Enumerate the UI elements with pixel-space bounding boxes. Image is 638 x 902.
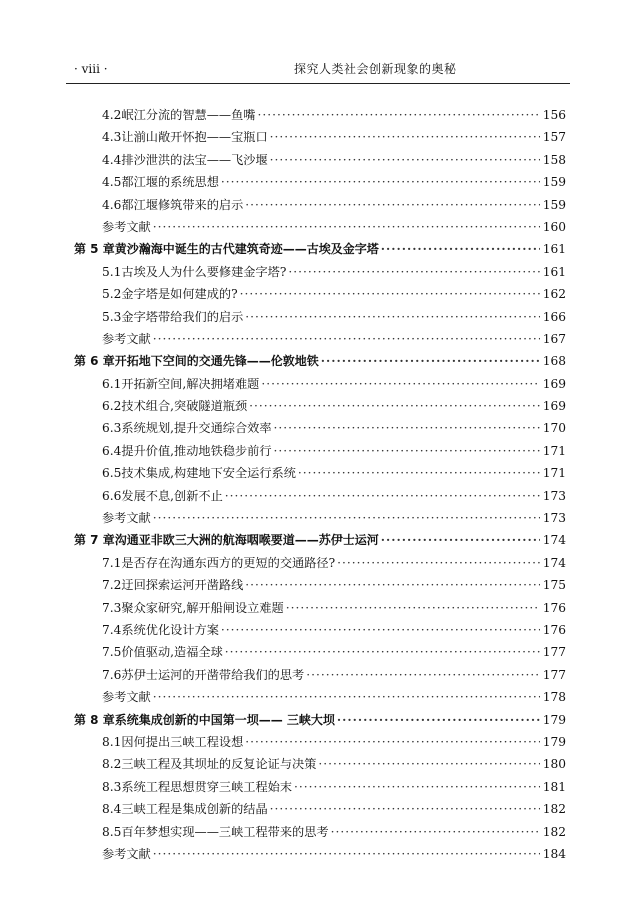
- toc-entry-number: 8.2: [102, 757, 122, 772]
- toc-entry-title: 系统工程思想贯穿三峡工程始末: [121, 779, 293, 794]
- toc-entry-number: 第 6 章: [74, 354, 115, 369]
- toc-page-number: 160: [542, 219, 566, 234]
- toc-references-row[interactable]: [0, 216, 638, 238]
- toc-section-row[interactable]: [0, 283, 638, 305]
- toc-page-number: 170: [542, 421, 566, 436]
- dot-leader: [381, 529, 540, 551]
- toc-page-number: 162: [542, 287, 566, 302]
- toc-chapter-row[interactable]: [0, 350, 638, 372]
- toc-entry-number: 4.3: [102, 130, 122, 145]
- toc-entry-title: 提升价值,推动地铁稳步前行: [121, 443, 272, 458]
- dot-leader: [288, 261, 540, 283]
- toc-entry-title: 参考文献: [102, 846, 151, 861]
- dot-leader: [270, 798, 540, 820]
- page-header: [66, 60, 570, 78]
- toc-section-row[interactable]: [0, 619, 638, 641]
- toc-page-number: 174: [542, 555, 566, 570]
- toc-entry-title: 参考文献: [102, 331, 151, 346]
- toc-entry-title: 苏伊士运河的开凿带给我们的思考: [121, 667, 305, 682]
- dot-leader: [240, 283, 540, 305]
- toc-entry-title: 三峡工程及其坝址的反复论证与决策: [121, 757, 317, 772]
- toc-references-row[interactable]: [0, 328, 638, 350]
- toc-page-number: 180: [542, 757, 566, 772]
- dot-leader: [225, 485, 540, 507]
- dot-leader: [294, 776, 540, 798]
- dot-leader: [274, 440, 540, 462]
- toc-entry-number: 7.4: [102, 622, 122, 637]
- toc-section-row[interactable]: [0, 149, 638, 171]
- toc-chapter-row[interactable]: [0, 529, 638, 551]
- toc-page-number: 176: [542, 600, 566, 615]
- toc-chapter-row[interactable]: [0, 238, 638, 260]
- toc-page-number: 174: [542, 533, 566, 548]
- toc-entry-number: 7.1: [102, 555, 122, 570]
- toc-entry-number: 5.2: [102, 287, 122, 302]
- dot-leader: [381, 238, 540, 260]
- toc-entry-title: 迂回探索运河开凿路线: [121, 578, 244, 593]
- toc-entry-number: 7.5: [102, 645, 122, 660]
- toc-page-number: 179: [542, 734, 566, 749]
- toc-page-number: 169: [542, 376, 566, 391]
- dot-leader: [221, 619, 540, 641]
- dot-leader: [245, 306, 540, 328]
- toc-section-row[interactable]: [0, 126, 638, 148]
- dot-leader: [153, 328, 540, 350]
- toc-entry-title: 因何提出三峡工程设想: [121, 734, 244, 749]
- toc-section-row[interactable]: [0, 552, 638, 574]
- toc-page-number: 171: [542, 466, 566, 481]
- dot-leader: [245, 731, 540, 753]
- toc-page-number: 173: [542, 488, 566, 503]
- toc-entry-title: 排沙泄洪的法宝——飞沙堰: [121, 152, 268, 167]
- toc-entry-number: 7.6: [102, 667, 122, 682]
- dot-leader: [249, 395, 540, 417]
- toc-entry-number: 6.6: [102, 488, 122, 503]
- dot-leader: [153, 686, 540, 708]
- toc-entry-number: 6.2: [102, 399, 122, 414]
- dot-leader: [286, 597, 540, 619]
- toc-page-number: 175: [542, 578, 566, 593]
- toc-section-row[interactable]: [0, 597, 638, 619]
- toc-section-row[interactable]: [0, 641, 638, 663]
- dot-leader: [261, 373, 540, 395]
- toc-entry-title: 价值驱动,造福全球: [121, 645, 223, 660]
- toc-entry-title: 岷江分流的智慧——鱼嘴: [121, 108, 256, 122]
- toc-page-number: 161: [542, 242, 566, 257]
- dot-leader: [274, 417, 540, 439]
- toc-entry-title: 参考文献: [102, 219, 151, 234]
- dot-leader: [153, 507, 540, 529]
- running-title: 探究人类社会创新现象的奥秘: [294, 62, 457, 76]
- toc-page-number: 161: [542, 264, 566, 279]
- toc-entry-number: 第 7 章: [74, 533, 115, 548]
- dot-leader: [337, 709, 540, 731]
- toc-page-number: 157: [542, 130, 566, 145]
- toc-entry-title: 古埃及人为什么要修建金字塔?: [121, 264, 287, 279]
- toc-page-number: 179: [542, 712, 566, 727]
- toc-entry-title: 开拓新空间,解决拥堵难题: [121, 376, 260, 391]
- table-of-contents: [0, 104, 638, 865]
- dot-leader: [331, 821, 540, 843]
- toc-entry-number: 5.1: [102, 264, 122, 279]
- toc-entry-title: 开拓地下空间的交通先锋——伦敦地铁: [114, 354, 319, 369]
- toc-section-row[interactable]: [0, 194, 638, 216]
- toc-page-number: 173: [542, 511, 566, 526]
- dot-leader: [221, 171, 540, 193]
- toc-entry-title: 金字塔带给我们的启示: [121, 309, 244, 324]
- toc-page-number: 168: [542, 354, 566, 369]
- dot-leader: [270, 126, 540, 148]
- toc-page-number: 166: [542, 309, 566, 324]
- toc-section-row[interactable]: [0, 753, 638, 775]
- toc-page-number: 181: [542, 779, 566, 794]
- toc-entry-number: 第 8 章: [74, 712, 115, 727]
- toc-entry-number: 6.4: [102, 443, 122, 458]
- toc-entry-title: 发展不息,创新不止: [121, 488, 223, 503]
- toc-entry-number: 8.5: [102, 824, 122, 839]
- toc-entry-title: 系统集成创新的中国第一坝—— 三峡大坝: [114, 712, 335, 727]
- toc-entry-title: 参考文献: [102, 511, 151, 526]
- toc-chapter-row[interactable]: [0, 709, 638, 731]
- toc-section-row[interactable]: [0, 485, 638, 507]
- toc-section-row[interactable]: [0, 171, 638, 193]
- page-number: · viii ·: [74, 62, 108, 76]
- toc-entry-number: 4.5: [102, 175, 122, 190]
- toc-entry-title: 聚众家研究,解开船闸设立难题: [121, 600, 284, 615]
- dot-leader: [318, 753, 540, 775]
- toc-page-number: 177: [542, 645, 566, 660]
- toc-page-number: 167: [542, 331, 566, 346]
- toc-entry-number: 4.2: [102, 108, 122, 122]
- toc-entry-title: 金字塔是如何建成的?: [121, 287, 238, 302]
- toc-entry-title: 都江堰的系统思想: [121, 175, 219, 190]
- toc-references-row[interactable]: [0, 686, 638, 708]
- toc-entry-title: 技术组合,突破隧道瓶颈: [121, 399, 248, 414]
- toc-page-number: 171: [542, 443, 566, 458]
- toc-page-number: 178: [542, 690, 566, 705]
- dot-leader: [257, 104, 540, 126]
- dot-leader: [245, 194, 540, 216]
- toc-references-row[interactable]: [0, 843, 638, 865]
- dot-leader: [306, 664, 540, 686]
- toc-section-row[interactable]: [0, 261, 638, 283]
- toc-entry-number: 4.4: [102, 152, 122, 167]
- toc-page-number: 184: [542, 846, 566, 861]
- dot-leader: [270, 149, 540, 171]
- toc-entry-title: 系统优化设计方案: [121, 622, 219, 637]
- toc-section-row[interactable]: [0, 104, 638, 126]
- toc-section-row[interactable]: [0, 821, 638, 843]
- toc-page-number: 156: [542, 108, 566, 122]
- toc-entry-number: 7.3: [102, 600, 122, 615]
- toc-page-number: 176: [542, 622, 566, 637]
- toc-entry-number: 第 5 章: [74, 242, 115, 257]
- toc-entry-number: 5.3: [102, 309, 122, 324]
- dot-leader: [245, 574, 540, 596]
- dot-leader: [225, 641, 540, 663]
- toc-references-row[interactable]: [0, 507, 638, 529]
- toc-section-row[interactable]: [0, 440, 638, 462]
- dot-leader: [321, 350, 540, 372]
- toc-section-row[interactable]: [0, 731, 638, 753]
- toc-section-row[interactable]: [0, 395, 638, 417]
- toc-entry-number: 6.1: [102, 376, 122, 391]
- toc-entry-number: 8.3: [102, 779, 122, 794]
- toc-entry-number: 6.5: [102, 466, 122, 481]
- header-rule: [66, 83, 570, 84]
- toc-entry-title: 参考文献: [102, 690, 151, 705]
- dot-leader: [153, 216, 540, 238]
- toc-page-number: 182: [542, 824, 566, 839]
- toc-section-row[interactable]: [0, 462, 638, 484]
- toc-entry-number: 6.3: [102, 421, 122, 436]
- toc-section-row[interactable]: [0, 776, 638, 798]
- dot-leader: [298, 462, 540, 484]
- toc-page-number: 177: [542, 667, 566, 682]
- toc-entry-title: 让湔山敞开怀抱——宝瓶口: [121, 130, 268, 145]
- toc-entry-title: 三峡工程是集成创新的结晶: [121, 802, 268, 817]
- toc-page-number: 158: [542, 152, 566, 167]
- toc-page-number: 159: [542, 197, 566, 212]
- toc-entry-title: 百年梦想实现——三峡工程带来的思考: [121, 824, 329, 839]
- dot-leader: [337, 552, 540, 574]
- toc-entry-title: 沟通亚非欧三大洲的航海咽喉要道——苏伊士运河: [114, 533, 379, 548]
- toc-section-row[interactable]: [0, 664, 638, 686]
- toc-entry-title: 是否存在沟通东西方的更短的交通路径?: [121, 555, 336, 570]
- toc-page-number: 159: [542, 175, 566, 190]
- toc-entry-title: 都江堰修筑带来的启示: [121, 197, 244, 212]
- toc-entry-title: 技术集成,构建地下安全运行系统: [121, 466, 296, 481]
- toc-entry-number: 8.1: [102, 734, 122, 749]
- toc-section-row[interactable]: [0, 417, 638, 439]
- toc-entry-title: 黄沙瀚海中诞生的古代建筑奇迹——古埃及金字塔: [114, 242, 379, 257]
- toc-section-row[interactable]: [0, 574, 638, 596]
- toc-section-row[interactable]: [0, 798, 638, 820]
- toc-page-number: 169: [542, 399, 566, 414]
- toc-entry-title: 系统规划,提升交通综合效率: [121, 421, 272, 436]
- toc-entry-number: 8.4: [102, 802, 122, 817]
- toc-section-row[interactable]: [0, 306, 638, 328]
- toc-entry-number: 4.6: [102, 197, 122, 212]
- toc-section-row[interactable]: [0, 373, 638, 395]
- dot-leader: [153, 843, 540, 865]
- toc-page-number: 182: [542, 802, 566, 817]
- toc-entry-number: 7.2: [102, 578, 122, 593]
